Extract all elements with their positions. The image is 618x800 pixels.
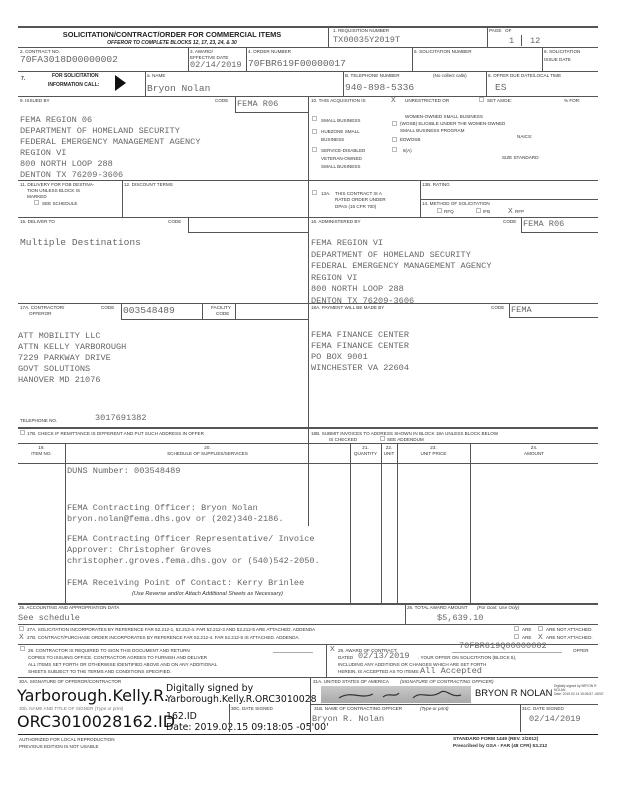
form-title: SOLICITATION/CONTRACT/ORDER FOR COMMERCIAL ITEMS <box>62 30 282 39</box>
see-addendum-checkbox[interactable] <box>380 436 385 441</box>
sig-note-line: Digitally signed by BRYON R <box>554 684 597 688</box>
see-schedule-label: SEE SCHEDULE <box>42 201 78 206</box>
block18b-label: 18B. SUBMIT INVOICES TO ADDRESS SHOWN IN BLOCK 18A UNLESS BLOCK BELOW <box>311 431 499 436</box>
offeror-digital-sig: Yarborough.Kelly.R.ORC3010028 <box>166 694 317 705</box>
name-label: a. NAME <box>147 73 166 78</box>
col-num: 23. <box>430 445 437 450</box>
sdvosb-label: SERVICE-DISABLED <box>321 148 366 153</box>
arrow-right-icon <box>115 75 126 91</box>
address-line: REGION VI <box>311 272 358 283</box>
unrestricted-checkbox[interactable]: X <box>391 97 396 104</box>
rfq-checkbox[interactable] <box>437 208 442 213</box>
27b-are-not-label: ARE NOT ATTACHED. <box>546 635 593 640</box>
wosb-label-c: SMALL BUSINESS PROGRAM <box>400 128 465 133</box>
address-line: DENTON TX 76209-3606 <box>20 170 124 180</box>
block4-label: 4. ORDER NUMBER <box>248 49 291 54</box>
offeror-digital-sig: 162.ID <box>166 711 197 722</box>
rfp-checkbox[interactable]: X <box>508 208 513 215</box>
block17a-label-b: OFFEROR <box>29 311 52 316</box>
col-schedule <box>65 445 350 457</box>
address-line: FEMA REGION 06 <box>20 115 93 125</box>
contact-name: Bryon Nolan <box>147 83 211 94</box>
administered-by-address <box>311 238 492 308</box>
col-name: QUANTITY <box>353 451 378 457</box>
block11-label: 11. DELIVERY FOR FOB DESTINA- <box>20 182 95 187</box>
address-line: FEMA FINANCE CENTER <box>311 330 409 340</box>
col-amount <box>470 445 598 457</box>
address-line: ATT MOBILITY LLC <box>18 331 101 341</box>
contracting-officer: FEMA Contracting Officer: Bryon Nolan <box>67 503 258 513</box>
co-signature-name: BRYON R NOLAN <box>475 687 553 698</box>
wosb-label: WOMEN-OWNED SMALL BUSINESS <box>405 114 483 119</box>
set-aside-label: SET ASIDE: <box>487 98 512 103</box>
8a-checkbox[interactable] <box>392 147 397 152</box>
contracting-officer-contact: bryon.nolan@fema.dhs.gov or (202)340-2186. <box>67 514 284 524</box>
address-line: DEPARTMENT OF HOMELAND SECURITY <box>311 249 471 260</box>
col-name: SCHEDULE OF SUPPLIES/SERVICES <box>167 451 248 457</box>
block1-label: 1. REQUISITION NUMBER <box>333 28 390 33</box>
cor-line-2: Approver: Christopher Groves <box>67 545 212 555</box>
administered-by-code: FEMA R06 <box>523 219 565 229</box>
block3-label: 3. AWARD/ <box>190 49 213 54</box>
block17a-label: 17A. CONTRACTOR/ <box>20 305 65 310</box>
payment-address <box>311 330 409 374</box>
rfq-label: RFQ <box>444 209 454 214</box>
block17a-code-label: CODE <box>101 305 115 310</box>
contractor-address <box>18 331 126 386</box>
hubzone-checkbox[interactable] <box>312 129 317 134</box>
block5-label: 5. SOLICITATION NUMBER <box>414 49 472 54</box>
items-accepted: All Accepted <box>420 666 482 676</box>
phone-label: B. TELEPHONE NUMBER <box>345 73 400 78</box>
contracting-officer-signature <box>321 686 471 703</box>
block29-text-c: HEREIN, IS ACCEPTED AS TO ITEMS: <box>338 669 420 674</box>
address-line: 800 NORTH LOOP 288 <box>311 284 404 295</box>
schedule-header <box>18 445 598 459</box>
address-line: FEMA REGION VI <box>311 238 384 248</box>
block9-label: 9. ISSUED BY <box>20 98 50 103</box>
wosb-label-b: (WOSB) ELIGIBLE UNDER THE WOMEN-OWNED <box>400 121 506 126</box>
8a-label: 8(A) <box>403 148 412 153</box>
address-line: 800 NORTH LOOP 288 <box>20 159 113 169</box>
footer-left-1: AUTHORIZED FOR LOCAL REPRODUCTION <box>19 737 115 742</box>
block7-num: 7. <box>21 76 26 82</box>
offer-dated: 02/13/2019 <box>358 651 410 661</box>
27a-checkbox[interactable] <box>19 626 24 631</box>
block31c-label: 31C. DATE SIGNED <box>522 706 564 711</box>
block31b-label: 31B. NAME OF CONTRACTING OFFICER <box>314 706 403 711</box>
dated-label: DATED <box>338 655 354 660</box>
block28-line: COPIES TO ISSUING OFFICE. CONTRACTOR AGREES TO FURNISH AND DELIVER <box>28 655 208 660</box>
address-line: GOVT SOLUTIONS <box>18 364 91 374</box>
requisition-number: TX00035Y2019T <box>333 35 401 45</box>
block29-text-b: INCLUDING ANY ADDITIONS OR CHANGES WHICH ARE SET FORTH <box>338 662 487 667</box>
block28-line: SHEETS SUBJECT TO THE TERMS AND CONDITIONS SPECIFIED. <box>28 669 172 674</box>
pct-for-label: % FOR: <box>564 98 581 103</box>
block11-label-c: MARKED <box>27 194 47 199</box>
col-num: 21. <box>362 445 369 450</box>
27a-are-not-label: ARE NOT ATTACHED. <box>546 627 593 632</box>
address-line: PO BOX 9001 <box>311 352 368 362</box>
offeror-signature-name: Yarborough.Kelly.R. <box>17 686 169 705</box>
wosb-checkbox[interactable] <box>392 121 397 126</box>
block16-label: 16. ADMINISTERED BY <box>311 219 361 224</box>
small-business-checkbox[interactable] <box>312 116 317 121</box>
address-line: HANOVER MD 21076 <box>18 375 101 385</box>
block30a-label: 30A. SIGNATURE OF OFFEROR/CONTRACTOR <box>19 679 122 684</box>
address-line: DEPARTMENT OF HOMELAND SECURITY <box>20 126 180 136</box>
offer-due-date: ES <box>495 82 507 93</box>
block16-code-label: CODE <box>503 219 517 224</box>
block31b-note: (Type or print) <box>420 706 449 711</box>
address-line: WINCHESTER VA 22604 <box>311 363 409 373</box>
block6-label: 6. SOLICITATION <box>544 49 581 54</box>
block27b-label: 27B. CONTRACT/PURCHASE ORDER INCORPORATES BY REFERENCE FAR 52.212-4. FAR 52.212-5 IS ATTACHED. ADDENDA <box>27 635 299 640</box>
handwritten-signature-icon <box>321 686 471 703</box>
block13a-num: 13A. <box>321 191 331 196</box>
contact-phone: 940-898-5336 <box>345 82 415 93</box>
telephone-label: TELEPHONE NO. <box>20 418 58 423</box>
block26-label: 26. TOTAL AWARD AMOUNT <box>407 605 468 610</box>
col-num: 22. <box>385 445 393 450</box>
block28-line: ALL ITEMS SET FORTH OR OTHERWISE IDENTIFIED ABOVE AND ON ANY ADDITIONAL <box>28 662 218 667</box>
block17b-label: 17B. CHECK IF REMITTANCE IS DIFFERENT AND PUT SUCH ADDRESS IN OFFER <box>27 431 204 436</box>
block25-label: 25. ACCOUNTING AND APPROPRIATION DATA <box>19 605 120 610</box>
27a-are-checkbox[interactable] <box>514 626 519 631</box>
size-standard-label: SIZE STANDARD: <box>502 155 540 160</box>
award-effective-date: 02/14/2019 <box>190 60 242 70</box>
edwosb-label: EDWOSB <box>400 137 421 142</box>
col-name: UNIT PRICE <box>420 451 447 457</box>
block26-note: (For Govt. Use Only) <box>477 605 520 610</box>
col-name: ITEM NO. <box>31 451 52 457</box>
address-line: ATTN KELLY YARBOROUGH <box>18 342 127 352</box>
offeror-digital-sig-date: Date: 2019.02.15 09:18:05 -05'00' <box>166 722 329 733</box>
offer-label: OFFER <box>573 648 589 653</box>
sig-note-line: Date: 2019.02.14 15:06:57 -06'00' <box>554 692 604 696</box>
block15-label: 15. DELIVER TO <box>20 219 55 224</box>
block27a-label: 27A. SOLICITATION INCORPORATES BY REFERENCE FAR 52.212-1, 52.212-4. FAR 52.212-3 AND 52.212-5 ARE ATTACHED. ADDENDA <box>27 627 316 632</box>
footer-left-2: PREVIOUS EDITION IS NOT USABLE <box>19 744 99 749</box>
hubzone-label-b: BUSINESS <box>321 137 345 142</box>
block7-label: FOR SOLICITATION <box>52 73 99 79</box>
phone-note: (No collect calls) <box>433 73 467 78</box>
29-checkbox[interactable]: X <box>330 646 335 653</box>
page-total: 12 <box>530 36 541 46</box>
contractor-phone: 3017691382 <box>95 413 147 423</box>
ifb-label: IFB <box>483 209 491 214</box>
address-line: REGION VI <box>20 148 67 158</box>
facility-label: FACILITY <box>211 305 231 310</box>
block13a-label-b: RATED ORDER UNDER <box>335 197 386 202</box>
block31a-note: (SIGNATURE OF CONTRACTING OFFICER) <box>400 679 494 684</box>
block13b-label: 13B. RATING <box>422 182 450 187</box>
block28-line: 28. CONTRACTOR IS REQUIRED TO SIGN THIS DOCUMENT AND RETURN <box>28 648 190 653</box>
contract-number: 70FA3018D00000002 <box>20 54 118 65</box>
27a-are-label: ARE <box>522 627 532 632</box>
address-line: DENTON TX 76209-3606 <box>311 295 415 306</box>
award-contract-number: 70FBR619Q00000002 <box>459 641 547 651</box>
sdvosb-checkbox[interactable] <box>312 147 317 152</box>
schedule-footnote: (Use Reverse and/or Attach Additional Sheets as Necessary) <box>132 591 283 597</box>
offeror-digital-sig: Digitally signed by <box>166 683 254 694</box>
block29-text-a: . YOUR OFFER ON SOLICITATION (BLOCK 5), <box>418 655 517 660</box>
block7-label-b: INFORMATION CALL: <box>48 82 100 88</box>
col-item-no <box>18 445 65 457</box>
block13a-label: THIS CONTRACT IS A <box>335 191 382 196</box>
footer-right-1: STANDARD FORM 1449 (REV. 2/2012) <box>453 737 539 742</box>
col-num: 24. <box>530 445 538 450</box>
block14-label: 14. METHOD OF SOLICITATION <box>422 201 490 206</box>
27a-are-not-checkbox[interactable] <box>538 626 543 631</box>
block29-label: 29. AWARD OF CONTRACT: <box>338 648 398 653</box>
small-business-label: SMALL BUSINESS <box>321 118 361 123</box>
receiving-poc: FEMA Receiving Point of Contact: Kerry Brinlee <box>67 578 305 588</box>
issued-by-address <box>20 115 201 181</box>
rated-order-checkbox[interactable] <box>312 190 317 195</box>
col-num: 20. <box>204 445 211 450</box>
block30b-label: 30b. NAME AND TITLE OF SIGNER (Type or print) <box>19 706 124 711</box>
see-schedule-checkbox[interactable] <box>34 200 39 205</box>
block30c-label: 30C. DATE SIGNED <box>231 706 273 711</box>
deliver-to: Multiple Destinations <box>20 237 141 248</box>
col-unit <box>381 445 397 457</box>
27b-are-label: ARE <box>522 635 532 640</box>
see-addendum-label: SEE ADDENDUM <box>387 437 424 442</box>
order-number: 70FBR619F00000017 <box>248 58 346 69</box>
28-checkbox[interactable] <box>20 646 25 651</box>
address-line: FEDERAL EMERGENCY MANAGEMENT AGENCY <box>311 261 492 272</box>
27b-are-checkbox[interactable] <box>514 634 519 639</box>
address-line: FEMA FINANCE CENTER <box>311 341 409 351</box>
block15-code-label: CODE <box>168 219 182 224</box>
total-award-amount: $5,639.10 <box>437 613 484 623</box>
co-date-signed: 02/14/2019 <box>529 714 581 724</box>
footer-right-2: Prescribed by GSA - FAR (48 CFR) 53.212 <box>453 744 548 749</box>
cor-contact: christopher.groves.fema.dhs.gov or (540)542-2050. <box>67 556 320 566</box>
page-label: PAGE <box>489 28 502 33</box>
sdvosb-label-c: SMALL BUSINESS <box>321 164 361 169</box>
of-label: OF <box>505 28 512 33</box>
col-num: 19. <box>38 445 45 450</box>
facility-label-b: CODE <box>216 311 230 316</box>
col-unit-price <box>397 445 470 457</box>
issued-by-code: FEMA R06 <box>237 99 279 109</box>
cor-line-1: FEMA Contracting Officer Representative/ Invoice <box>67 534 315 544</box>
block6-label-b: ISSUE DATE <box>544 57 571 62</box>
co-digital-sig-note <box>554 684 604 696</box>
block12-label: 12. DISCOUNT TERMS <box>124 182 173 187</box>
block8-label: 8. OFFER DUE DATE/LOCAL TIME <box>488 73 562 78</box>
address-line: FEDERAL EMERGENCY MANAGEMENT AGENCY <box>20 137 201 147</box>
col-quantity <box>350 445 381 457</box>
hubzone-label: HUBZONE SMALL <box>321 129 360 134</box>
col-name: AMOUNT <box>524 451 544 457</box>
unrestricted-label: UNRESTRICTED OR <box>405 98 450 103</box>
block2-label: 2. CONTRACT NO. <box>20 49 60 54</box>
form-subtitle: OFFEROR TO COMPLETE BLOCKS 12, 17, 23, 24, & 30 <box>107 40 237 46</box>
block18a-label: 18A. PAYMENT WILL BE MADE BY <box>311 305 385 310</box>
set-aside-checkbox[interactable] <box>479 97 484 102</box>
co-name: Bryon R. Nolan <box>312 714 385 724</box>
address-line: 7229 PARKWAY DRIVE <box>18 353 111 363</box>
page-current: 1 <box>509 36 515 46</box>
duns-number: DUNS Number: 003548489 <box>67 466 181 476</box>
col-name: UNIT <box>383 451 395 457</box>
block31a-label: 31A. UNITED STATES OF AMERICA <box>313 679 389 684</box>
offeror-signature-id: ORC3010028162.ID <box>17 712 176 731</box>
naics-label: NAICS: <box>517 134 533 139</box>
block9-code-label: CODE <box>215 98 229 103</box>
sig-note-line: NOLAN <box>554 688 566 692</box>
payment-code: FEMA <box>511 305 532 315</box>
accounting-data: See schedule <box>18 613 80 623</box>
block10-label: 10. THIS ACQUISITION IS <box>311 98 366 103</box>
block18a-code-label: CODE <box>491 305 505 310</box>
block13a-label-c: DPAS (15 CFR 700) <box>335 204 377 209</box>
contractor-code: 003548489 <box>123 305 175 316</box>
remittance-checkbox[interactable] <box>20 430 25 435</box>
27b-checkbox[interactable]: X <box>19 634 24 641</box>
block3-label-b: EFFECTIVE DATE <box>190 55 229 60</box>
edwosb-checkbox[interactable] <box>392 137 397 142</box>
ifb-checkbox[interactable] <box>476 208 481 213</box>
block18b-label-b: IS CHECKED <box>329 437 358 442</box>
rfp-label: RFP <box>515 209 525 214</box>
27b-are-not-checkbox[interactable]: X <box>538 634 543 641</box>
block11-label-b: TION UNLESS BLOCK IS <box>27 188 81 193</box>
sdvosb-label-b: VETERAN-OWNED <box>321 156 362 161</box>
